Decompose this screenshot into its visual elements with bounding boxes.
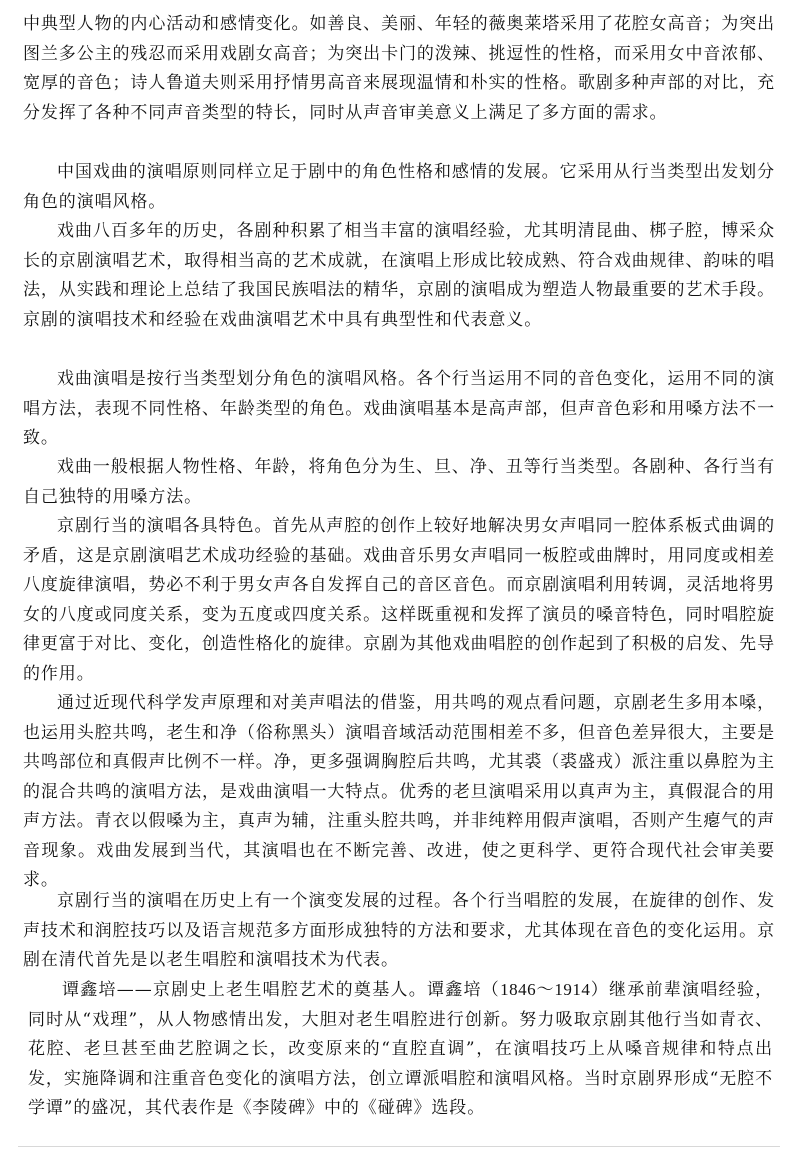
page-bottom-rule	[18, 1146, 780, 1147]
paragraph-7: 通过近现代科学发声原理和对美声唱法的借鉴，用共鸣的观点看问题，京剧老生多用本嗓，也运用头腔共鸣，老生和净（俗称黑头）演唱音域活动范围相差不多，但音色差异很大，主要是共鸣部位和真假声比例不一样。净，更多强调胸腔后共鸣，尤其裘（裘盛戎）派注重以鼻腔为主的混合共鸣的演唱方法，是戏曲演唱一大特点。优秀的老旦演唱采用以真声为主，真假混合的用声方法。青衣以假嗓为主，真声为辅，注重头腔共鸣，并非纯粹用假声演唱，否则产生瘪气的声音现象。戏曲发展到当代，其演唱也在不断完善、改进，使之更科学、更符合现代社会审美要求。	[23, 693, 775, 890]
paragraph-1: 中典型人物的内心活动和感情变化。如善良、美丽、年轻的薇奥莱塔采用了花腔女高音；为突出图兰多公主的残忍而采用戏剧女高音；为突出卡门的泼辣、挑逗性的性格，而采用女中音浓郁、宽厚的音色；诗人鲁道夫则采用抒情男高音来展现温情和朴实的性格。歌剧多种声部的对比，充分发挥了各种不同声音类型的特长，同时从声音审美意义上满足了多方面的需求。	[23, 14, 775, 123]
paragraph-4: 戏曲演唱是按行当类型划分角色的演唱风格。各个行当运用不同的音色变化，运用不同的演唱方法，表现不同性格、年龄类型的角色。戏曲演唱基本是高声部，但声音色彩和用嗓方法不一致。	[23, 369, 775, 448]
paragraph-3: 戏曲八百多年的历史，各剧种积累了相当丰富的演唱经验，尤其明清昆曲、梆子腔，博采众长的京剧演唱艺术，取得相当高的艺术成就，在演唱上形成比较成熟、符合戏曲规律、韵味的唱法，从实践和理论上总结了我国民族唱法的精华，京剧的演唱成为塑造人物最重要的艺术手段。京剧的演唱技术和经验在戏曲演唱艺术中具有典型性和代表意义。	[23, 221, 775, 330]
paragraph-8: 京剧行当的演唱在历史上有一个演变发展的过程。各个行当唱腔的发展，在旋律的创作、发声技术和润腔技巧以及语言规范多方面形成独特的方法和要求，尤其体现在音色的变化运用。京剧在清代首先是以老生唱腔和演唱技术为代表。	[23, 891, 775, 970]
paragraph-5: 戏曲一般根据人物性格、年龄，将角色分为生、旦、净、丑等行当类型。各剧种、各行当有自己独特的用嗓方法。	[23, 457, 775, 507]
paragraph-9-text-b: ）继承前辈演唱经验，同时从“戏理”，从人物感情出发，大胆对老生唱腔进行创新。努力吸取京剧其他行当如青衣、花腔、老旦甚至曲艺腔调之长，改变原来的“直腔直调”，在演唱技巧上从嗓音规律和特点出发，实施降调和注重音色变化的演唱方法，创立谭派唱腔和演唱风格。当时京剧界形成“无腔不学谭”的盛况，其代表作是《李陵碑》中的《碰碑》选段。	[28, 980, 774, 1118]
paragraph-9-text-a: 谭鑫培——京剧史上老生唱腔艺术的奠基人。谭鑫培（	[62, 980, 501, 1000]
year-range: 1846～1914	[500, 980, 591, 999]
paragraph-9	[28, 975, 773, 1124]
paragraph-2: 中国戏曲的演唱原则同样立足于剧中的角色性格和感情的发展。它采用从行当类型出发划分角色的演唱风格。	[23, 162, 775, 212]
paragraph-6: 京剧行当的演唱各具特色。首先从声腔的创作上较好地解决男女声唱同一腔体系板式曲调的矛盾，这是京剧演唱艺术成功经验的基础。戏曲音乐男女声唱同一板腔或曲牌时，用同度或相差八度旋律演唱，势必不利于男女声各自发挥自己的音区音色。而京剧演唱利用转调，灵活地将男女的八度或同度关系，变为五度或四度关系。这样既重视和发挥了演员的嗓音特色，同时唱腔旋律更富于对比、变化，创造性格化的旋律。京剧为其他戏曲唱腔的创作起到了积极的启发、先导的作用。	[23, 516, 775, 684]
